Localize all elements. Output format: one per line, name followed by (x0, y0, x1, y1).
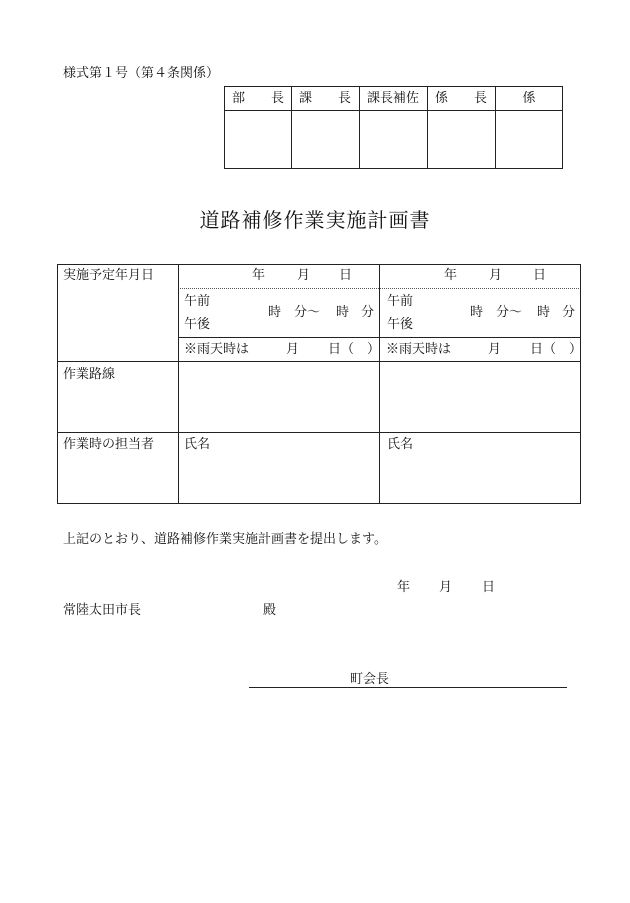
submission-year: 年 (397, 580, 411, 595)
submission-statement: 上記のとおり、道路補修作業実施計画書を提出します。 (63, 532, 387, 547)
date-month: 月 (489, 268, 503, 283)
rain-label: ※雨天時は (184, 342, 250, 357)
rain-month: 月 (286, 342, 300, 357)
approval-header-kakaricho: 係 長 (434, 91, 487, 106)
document-title: 道路補修作業実施計画書 (199, 208, 431, 232)
date-day: 日 (339, 268, 353, 283)
rain-day: 日（ ） (530, 342, 583, 357)
time-am: 午前 (184, 294, 211, 309)
signer-title: 町会長 (350, 672, 390, 687)
approval-header-kacho: 課 長 (298, 91, 351, 106)
time-hour: 時 (268, 305, 282, 320)
rain-day: 日（ ） (328, 342, 381, 357)
label-person-in-charge: 作業時の担当者 (63, 437, 155, 452)
rain-month: 月 (488, 342, 502, 357)
approval-header-kakari: 係 (522, 91, 536, 106)
label-scheduled-date: 実施予定年月日 (63, 268, 155, 283)
time-hour-end: 時 (336, 305, 350, 320)
approval-header-bucho: 部 長 (231, 91, 284, 106)
time-minute-to: 分～ (294, 305, 321, 320)
date-year: 年 (252, 268, 266, 283)
time-minute-end: 分 (562, 305, 576, 320)
addressee-honorific: 殿 (263, 603, 277, 618)
submission-month: 月 (439, 580, 453, 595)
rain-label: ※雨天時は (386, 342, 452, 357)
time-am: 午前 (387, 294, 414, 309)
time-pm: 午後 (387, 317, 414, 332)
label-work-route: 作業路線 (63, 367, 116, 382)
form-number: 様式第１号（第４条関係） (63, 66, 220, 81)
time-minute-to: 分～ (496, 305, 523, 320)
date-month: 月 (297, 268, 311, 283)
date-year: 年 (444, 268, 458, 283)
name-label: 氏名 (387, 437, 414, 452)
addressee-name: 常陸太田市長 (63, 603, 142, 618)
submission-day: 日 (482, 580, 496, 595)
approval-header-kacho-hosa: 課長補佐 (366, 91, 419, 106)
time-pm: 午後 (184, 317, 211, 332)
name-label: 氏名 (184, 437, 211, 452)
time-hour: 時 (470, 305, 484, 320)
signature-line (249, 687, 567, 688)
date-day: 日 (533, 268, 547, 283)
time-hour-end: 時 (537, 305, 551, 320)
time-minute-end: 分 (361, 305, 375, 320)
